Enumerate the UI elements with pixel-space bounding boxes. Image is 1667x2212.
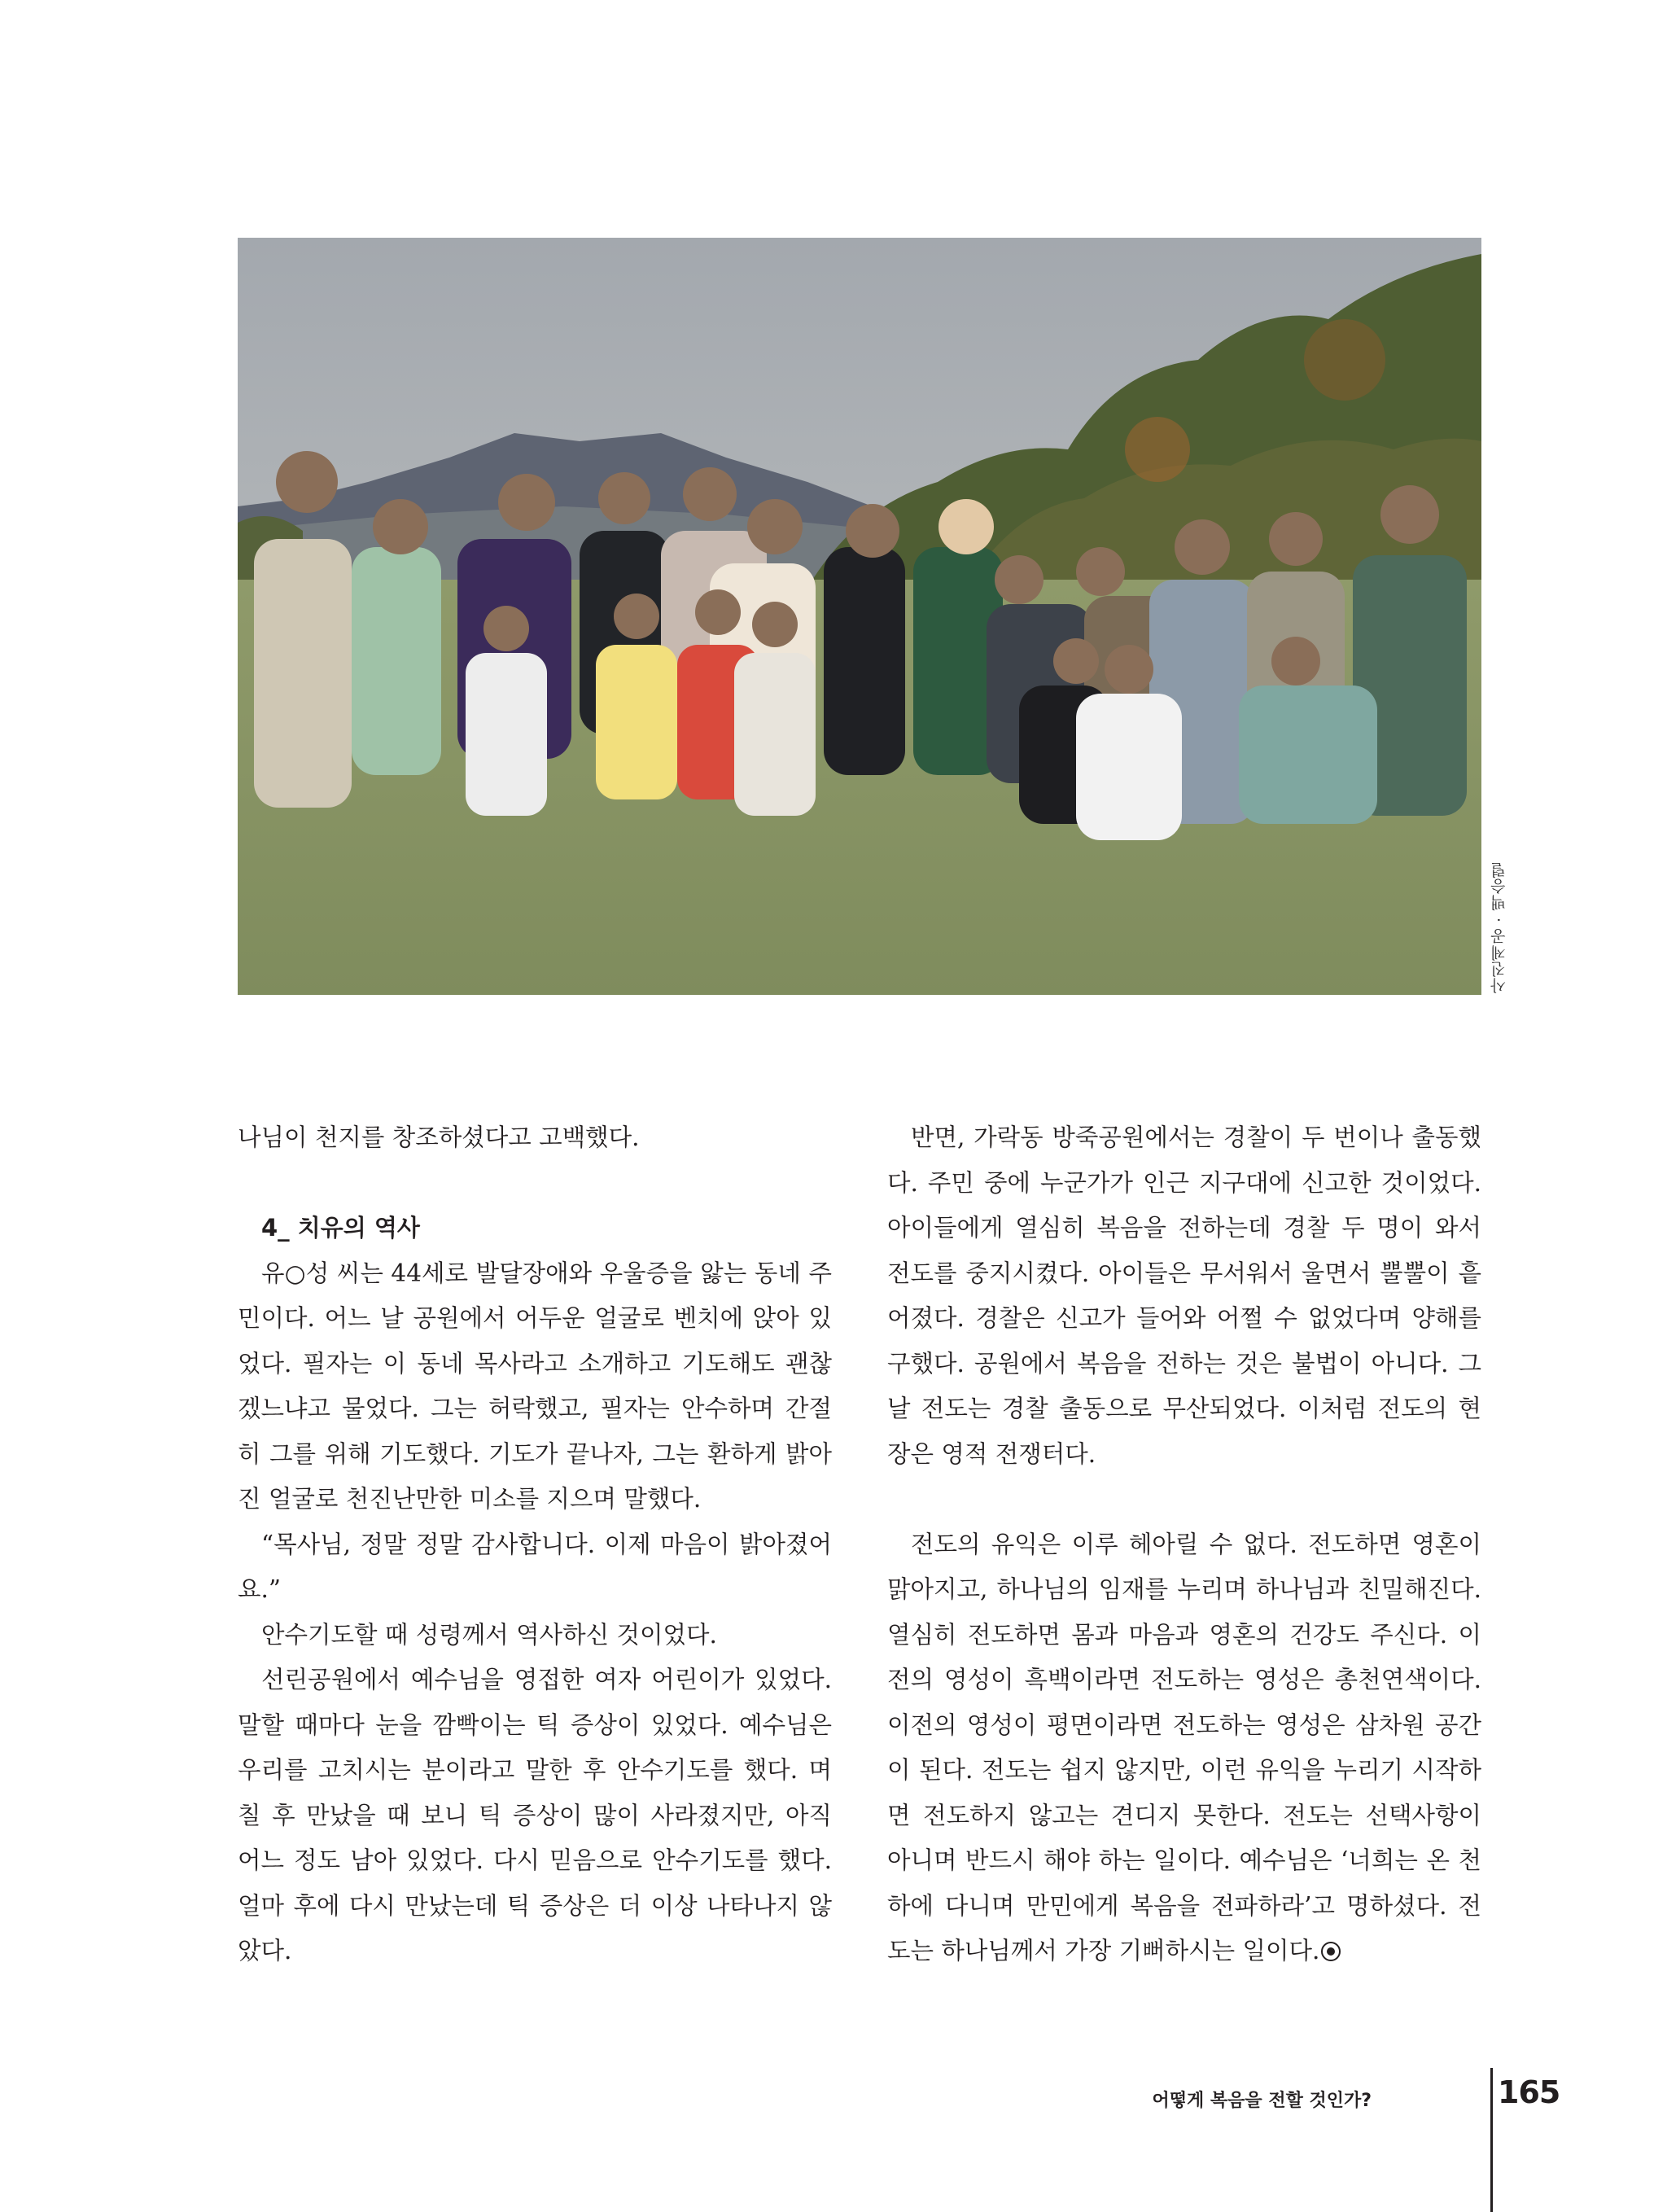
paragraph	[887, 1522, 1481, 1974]
paragraph-text: 전도의 유익은 이루 헤아릴 수 없다. 전도하면 영혼이 맑아지고, 하나님의 임재를 누리며 하나님과 친밀해진다. 열심히 전도하면 몸과 마음과 영혼의 건강도 주신다. 이전의 영성이 흑백이라면 전도하는 영성은 총천연색이다. 이전의 영성이 평면이라면 전도하는 영성은 삼차원 공간이 된다. 전도는 쉽지 않지만, 이런 유익을 누리기 시작하면 전도하지 않고는 견디지 못한다. 전도는 선택사항이 아니며 반드시 해야 하는 일이다. 예수님은 ‘너희는 온 천하에 다니며 만민에게 복음을 전파하라’고 명하셨다. 전도는 하나님께서 가장 기뻐하시는 일이다.	[887, 1530, 1481, 1965]
paragraph: 선린공원에서 예수님을 영접한 여자 어린이가 있었다. 말할 때마다 눈을 깜빡이는 틱 증상이 있었다. 예수님은 우리를 고치시는 분이라고 말한 후 안수기도를 했다. 며칠 후 만났을 때 보니 틱 증상이 많이 사라졌지만, 아직 어느 정도 남아 있었다. 다시 믿음으로 안수기도를 했다. 얼마 후에 다시 만났는데 틱 증상은 더 이상 나타나지 않았다.	[238, 1666, 832, 1965]
paragraph: 나님이 천지를 창조하셨다고 고백했다.	[238, 1124, 640, 1151]
left-column	[238, 1115, 832, 1974]
quote-paragraph: “목사님, 정말 정말 감사합니다. 이제 마음이 밝아졌어요.”	[238, 1530, 832, 1603]
paragraph: 반면, 가락동 방죽공원에서는 경찰이 두 번이나 출동했다. 주민 중에 누군가가 인근 지구대에 신고한 것이었다. 아이들에게 열심히 복음을 전하는데 경찰 두 명이 와서 전도를 중지시켰다. 아이들은 무서워서 울면서 뿔뿔이 흩어졌다. 경찰은 신고가 들어와 어쩔 수 없었다며 양해를 구했다. 공원에서 복음을 전하는 것은 불법이 아니다. 그날 전도는 경찰 출동으로 무산되었다. 이처럼 전도의 현장은 영적 전쟁터다.	[887, 1124, 1481, 1468]
section-heading: 4_ 치유의 역사	[261, 1214, 420, 1242]
right-column	[887, 1115, 1481, 1974]
group-photo	[238, 238, 1481, 995]
footer-title: 어떻게 복음을 전할 것인가?	[1152, 2091, 1372, 2111]
photo-credit: 사진제공 · 백승렬	[1490, 861, 1508, 993]
group-photo-illustration	[238, 238, 1481, 995]
paragraph: 유○성 씨는 44세로 발달장애와 우울증을 앓는 동네 주민이다. 어느 날 공원에서 어두운 얼굴로 벤치에 앉아 있었다. 필자는 이 동네 목사라고 소개하고 기도해도 괜찮겠느냐고 물었다. 그는 허락했고, 필자는 안수하며 간절히 그를 위해 기도했다. 기도가 끝나자, 그는 환하게 밝아진 얼굴로 천진난만한 미소를 지으며 말했다.	[238, 1259, 832, 1513]
page-number: 165	[1498, 2074, 1560, 2110]
paragraph: 안수기도할 때 성령께서 역사하신 것이었다.	[261, 1620, 717, 1649]
paragraph-gap	[238, 1161, 832, 1207]
end-mark-icon	[1321, 1942, 1341, 1961]
paragraph-gap	[887, 1477, 1481, 1522]
